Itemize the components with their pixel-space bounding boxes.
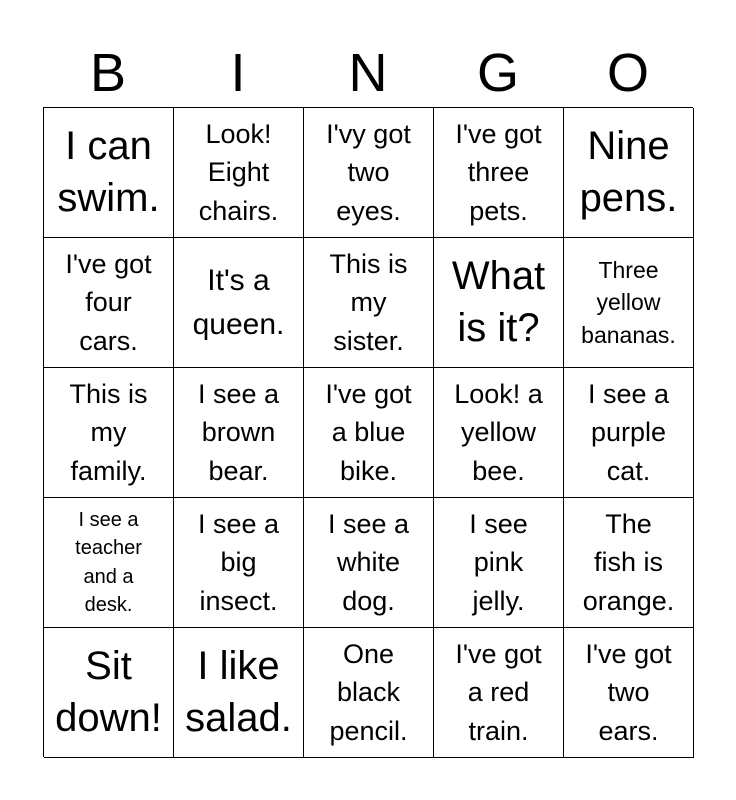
cell-text: This is my sister. [329, 248, 408, 356]
bingo-cell [564, 628, 694, 758]
bingo-cell [44, 238, 174, 368]
cell-text: I see a brown bear. [197, 378, 280, 486]
bingo-cell [174, 238, 304, 368]
cell-text: I've got a red train. [455, 638, 542, 746]
bingo-cell [434, 368, 564, 498]
bingo-cell [564, 238, 694, 368]
cell-text: This is my family. [69, 378, 148, 486]
bingo-cell [304, 498, 434, 628]
cell-text: What is it? [451, 254, 546, 350]
bingo-cell [564, 498, 694, 628]
bingo-cell [304, 238, 434, 368]
cell-text: Look! Eight chairs. [198, 118, 279, 226]
cell-text: Nine pens. [579, 124, 678, 220]
cell-text: I've got four cars. [65, 248, 152, 356]
bingo-header [43, 42, 693, 104]
bingo-cell [434, 238, 564, 368]
bingo-cell [564, 368, 694, 498]
bingo-cell [174, 108, 304, 238]
bingo-cell [44, 108, 174, 238]
bingo-cell [434, 498, 564, 628]
header-letter-g: G [476, 43, 519, 103]
cell-text: I see a teacher and a desk. [75, 508, 142, 616]
bingo-cell [304, 628, 434, 758]
bingo-cell [44, 498, 174, 628]
bingo-cell [434, 628, 564, 758]
header-letter-b: B [89, 43, 127, 103]
bingo-cell [44, 368, 174, 498]
cell-text: I've got two ears. [585, 638, 672, 746]
bingo-board [43, 107, 693, 757]
cell-text: One black pencil. [329, 638, 408, 746]
bingo-cell [44, 628, 174, 758]
cell-text: I see pink jelly. [469, 508, 528, 616]
bingo-cell [304, 108, 434, 238]
cell-text: Three yellow bananas. [581, 256, 676, 348]
cell-text: The fish is orange. [582, 508, 675, 616]
bingo-cell [304, 368, 434, 498]
cell-text: I like salad. [185, 644, 292, 740]
header-letter-o: O [606, 43, 649, 103]
bingo-cell [174, 498, 304, 628]
bingo-cell [174, 368, 304, 498]
cell-text: It's a queen. [192, 263, 285, 341]
cell-text: Sit down! [55, 644, 162, 740]
cell-text: I see a purple cat. [587, 378, 670, 486]
bingo-cell [564, 108, 694, 238]
cell-text: I've got three pets. [455, 118, 542, 226]
header-letter-i: I [230, 43, 246, 103]
cell-text: I can swim. [57, 124, 160, 220]
cell-text: I see a big insect. [197, 508, 280, 616]
cell-text: I see a white dog. [327, 508, 410, 616]
header-letter-n: N [348, 43, 388, 103]
cell-text: Look! a yellow bee. [454, 378, 543, 486]
cell-text: I've got a blue bike. [325, 378, 412, 486]
cell-text: I'vy got two eyes. [326, 118, 411, 226]
bingo-cell [174, 628, 304, 758]
bingo-cell [434, 108, 564, 238]
